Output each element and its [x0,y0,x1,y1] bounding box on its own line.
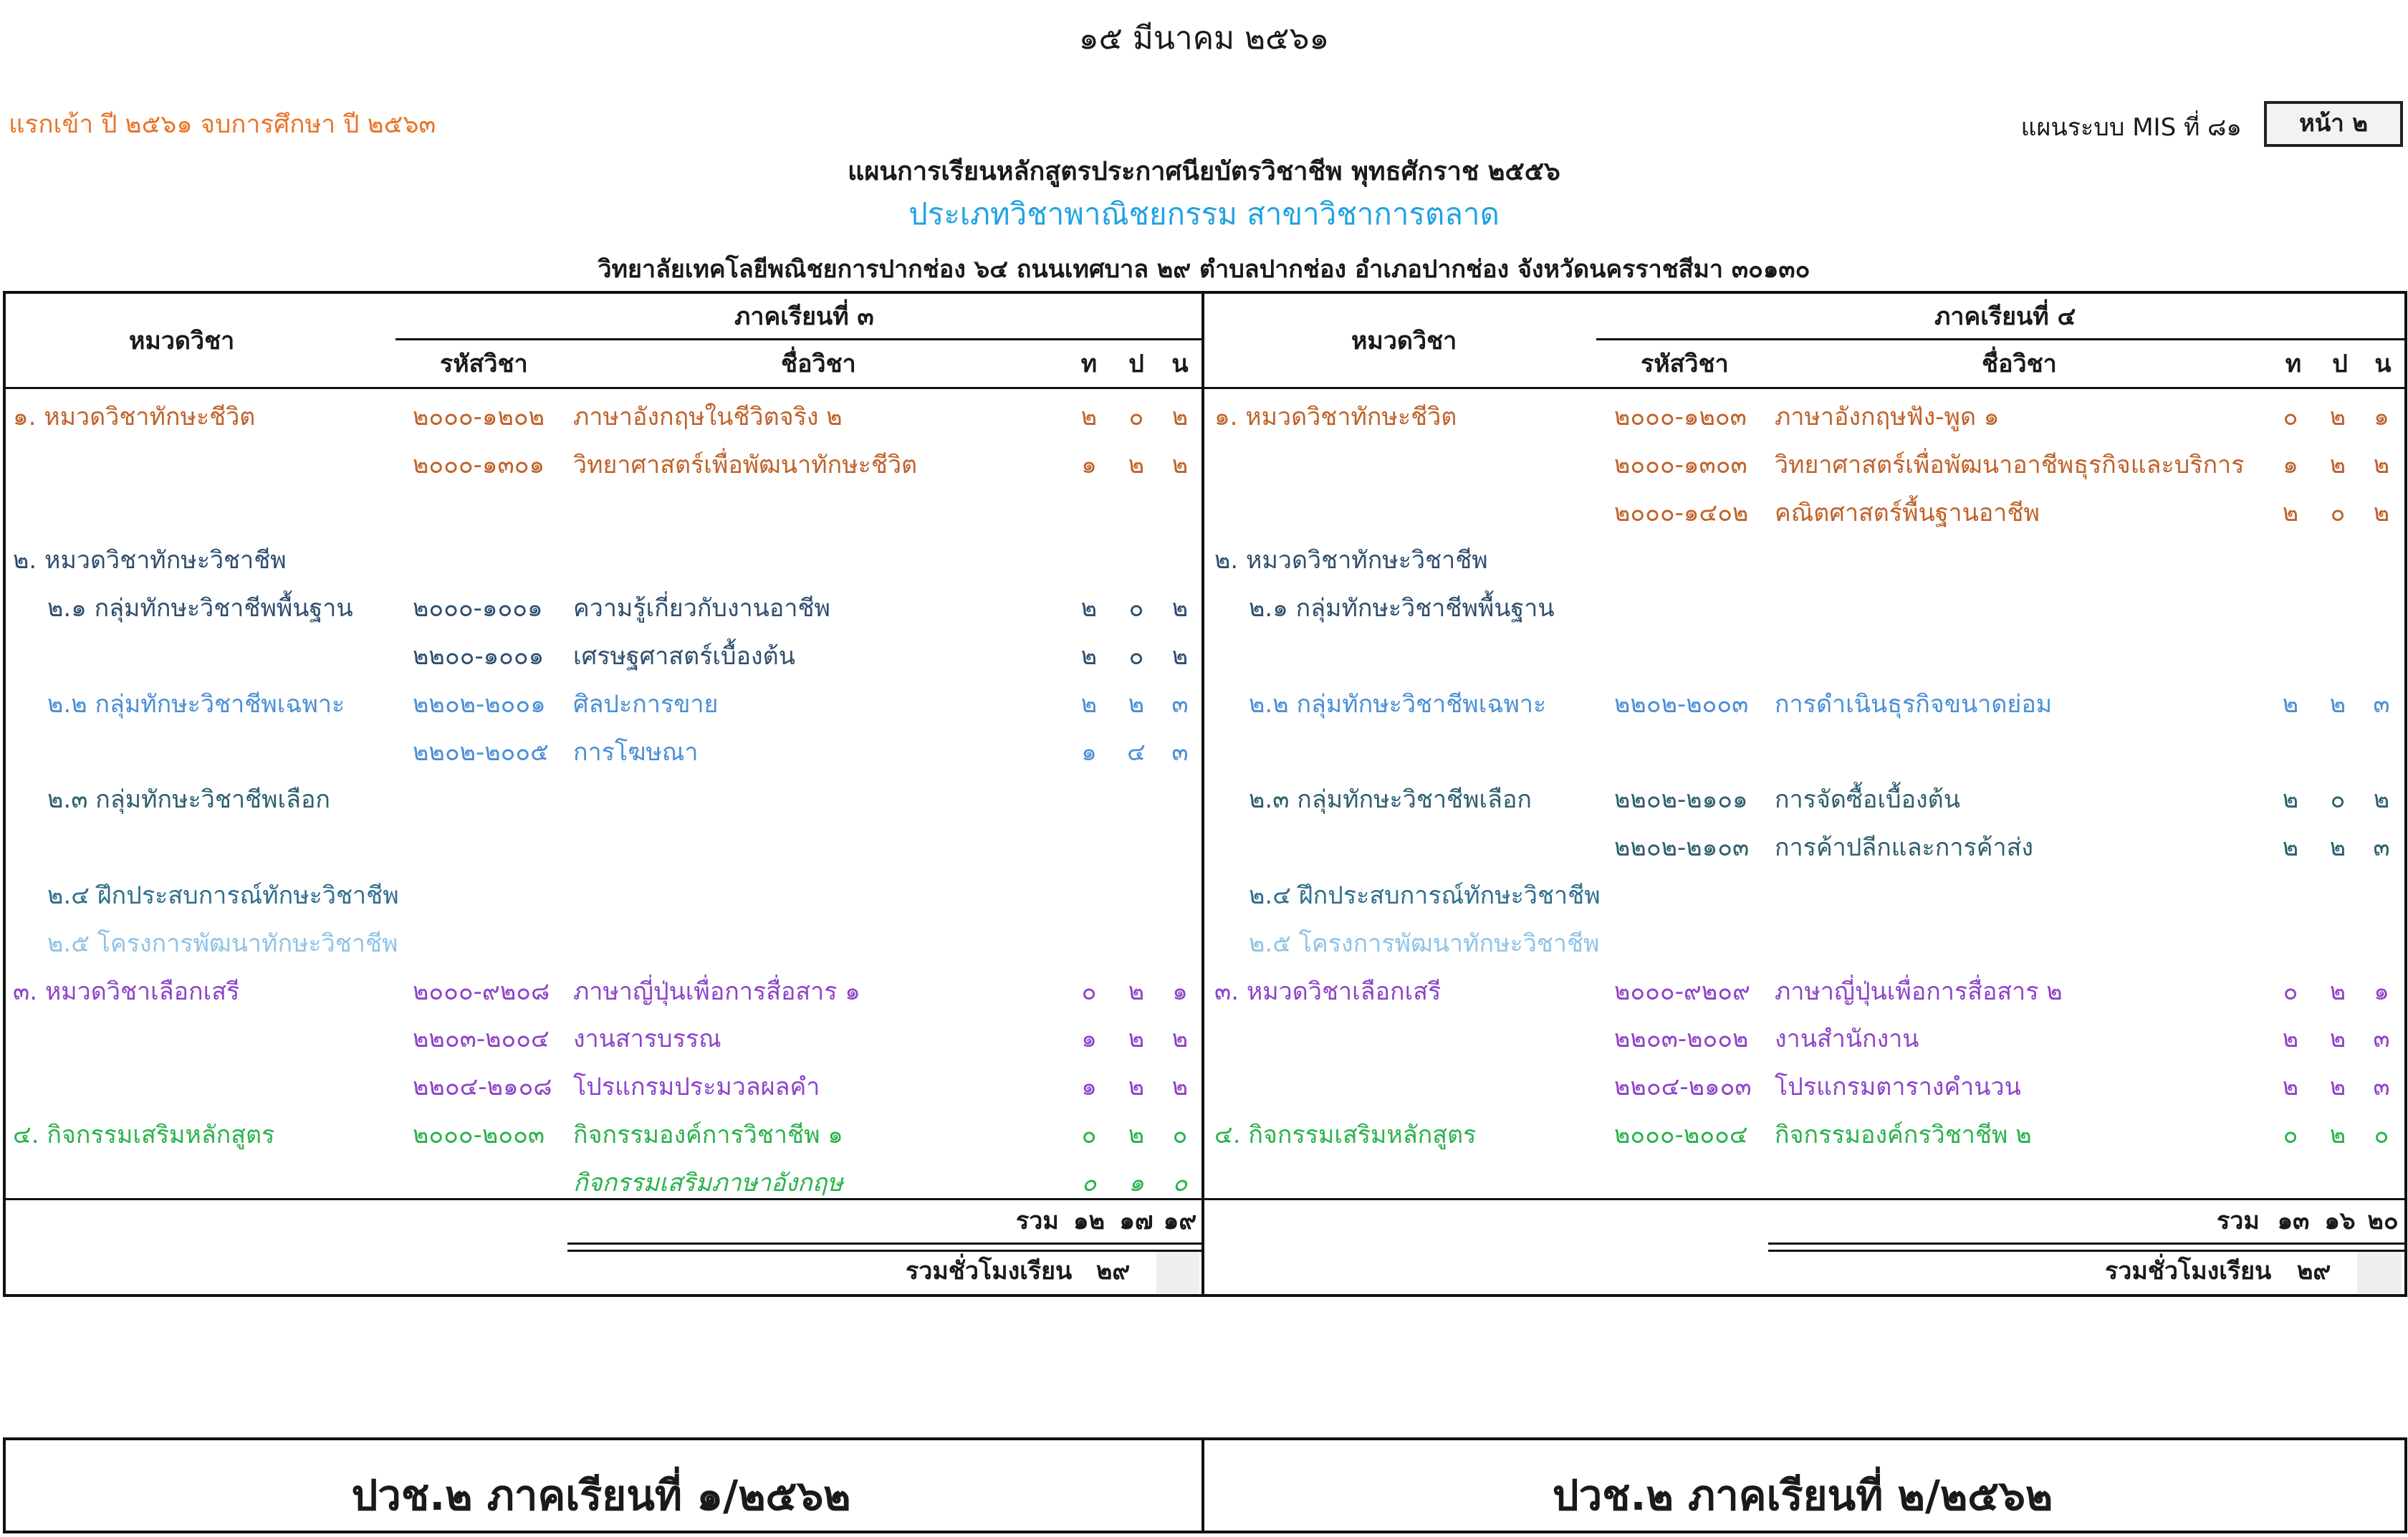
left-row-credits: ๐ [1172,1169,1188,1197]
left-row-theory-hours: ๑ [1081,1025,1097,1053]
left-row-credits: ๒ [1171,594,1189,623]
right-semester-header: ภาคเรียนที่ ๔ [1934,302,2076,331]
left-row-theory-hours: ๒ [1080,642,1098,671]
right-row-course-code: ๒๐๐๐-๒๐๐๔ [1614,1121,1748,1149]
right-row-course-code: ๒๐๐๐-๑๒๐๓ [1614,403,1747,431]
page-number-box: หน้า ๒ [2264,101,2403,147]
left-row-credits: ๒ [1171,642,1189,671]
left-n-header: น [1171,350,1189,378]
right-row-credits: ๐ [2374,1121,2389,1149]
right-row-theory-hours: ๒ [2282,785,2299,814]
left-row-credits: ๒ [1171,1025,1189,1053]
left-row-course-code: ๒๒๐๐-๑๐๐๑ [413,642,545,671]
right-row-credits: ๑ [2374,403,2389,431]
left-row-course-name: กิจกรรมเสริมภาษาอังกฤษ [573,1169,843,1197]
bottom-right-semester-label: ปวช.๒ ภาคเรียนที่ ๒/๒๕๖๒ [1552,1471,2053,1520]
right-t-header: ท [2285,350,2302,378]
left-total-n: ๑๙ [1163,1207,1197,1235]
left-name-header: ชื่อวิชา [781,350,856,378]
right-total-underline-1 [1768,1242,2404,1245]
left-row-practice-hours: ๐ [1128,642,1144,671]
left-row-practice-hours: ๐ [1128,594,1144,623]
right-row-group-cell: ๑. หมวดวิชาทักษะชีวิต [1214,403,1457,431]
right-row-credits: ๒ [2373,785,2390,814]
right-row-theory-hours: ๐ [2283,1121,2298,1149]
curriculum-table [3,291,2407,1297]
left-row-credits: ๒ [1171,451,1189,479]
left-row-course-code: ๒๐๐๐-๙๒๐๘ [413,977,550,1006]
left-hours-value: ๒๙ [1096,1257,1131,1285]
right-row-course-name: ภาษาญี่ปุ่นเพื่อการสื่อสาร ๒ [1775,977,2063,1006]
right-total-label: รวม [2217,1207,2260,1235]
right-hours-label: รวมชั่วโมงเรียน [2105,1257,2272,1285]
right-name-header: ชื่อวิชา [1982,350,2057,378]
right-row-theory-hours: ๐ [2283,403,2298,431]
right-row-theory-hours: ๒ [2282,833,2299,862]
left-total-t: ๑๒ [1073,1207,1105,1235]
left-row-practice-hours: ๑ [1128,1169,1144,1197]
left-row-course-name: วิทยาศาสตร์เพื่อพัฒนาทักษะชีวิต [573,451,918,479]
left-p-header: ป [1128,350,1144,378]
right-n-header: น [2374,350,2392,378]
right-row-theory-hours: ๒ [2282,690,2299,719]
left-t-header: ท [1080,350,1098,378]
left-row-practice-hours: ๒ [1128,1073,1145,1101]
right-row-credits: ๓ [2373,690,2390,719]
right-row-credits: ๓ [2373,1073,2390,1101]
left-group-header: หมวดวิชา [129,327,235,355]
left-row-practice-hours: ๒ [1128,690,1145,719]
left-row-group-cell: ๒.๑ กลุ่มทักษะวิชาชีพพื้นฐาน [47,594,353,623]
left-row-course-code: ๒๐๐๐-๑๒๐๒ [413,403,545,431]
left-row-course-name: ภาษาญี่ปุ่นเพื่อการสื่อสาร ๑ [573,977,860,1006]
document-date: ๑๕ มีนาคม ๒๕๖๑ [1078,20,1330,57]
right-row-theory-hours: ๒ [2282,1073,2299,1101]
right-row-theory-hours: ๐ [2283,977,2298,1006]
left-row-practice-hours: ๒ [1128,451,1145,479]
right-row-course-name: การดำเนินธุรกิจขนาดย่อม [1775,690,2053,719]
mis-plan-number: แผนระบบ MIS ที่ ๘๑ [2020,113,2242,142]
left-row-group-cell: ๒.๓ กลุ่มทักษะวิชาชีพเลือก [47,785,330,814]
left-row-course-code: ๒๐๐๐-๑๓๐๑ [413,451,545,479]
left-row-course-code: ๒๒๐๔-๒๑๐๘ [413,1073,552,1101]
right-row-theory-hours: ๒ [2282,499,2299,527]
right-row-course-name: คณิตศาสตร์พื้นฐานอาชีพ [1775,499,2040,527]
right-row-credits: ๓ [2373,1025,2390,1053]
left-row-practice-hours: ๔ [1127,738,1146,767]
right-row-theory-hours: ๑ [2283,451,2298,479]
left-row-course-code: ๒๒๐๒-๒๐๐๑ [413,690,546,719]
left-row-course-code: ๒๐๐๐-๒๐๐๓ [413,1121,545,1149]
right-row-group-cell: ๒. หมวดวิชาทักษะวิชาชีพ [1214,546,1488,575]
right-row-group-cell: ๒.๓ กลุ่มทักษะวิชาชีพเลือก [1249,785,1532,814]
right-row-group-cell: ๒.๑ กลุ่มทักษะวิชาชีพพื้นฐาน [1249,594,1555,623]
right-row-group-cell: ๓. หมวดวิชาเลือกเสรี [1214,977,1442,1006]
college-address: วิทยาลัยเทคโลยีพณิชยการปากช่อง ๖๔ ถนนเทศบาล ๒๙ ตำบลปากช่อง อำเภอปากช่อง จังหวัดนครราชสีมา ๓๐๑๓๐ [598,255,1810,284]
left-row-course-name: การโฆษณา [573,738,699,767]
left-row-practice-hours: ๒ [1128,1025,1145,1053]
right-row-course-code: ๒๒๐๒-๒๑๐๑ [1614,785,1748,814]
right-row-course-code: ๒๒๐๔-๒๑๐๓ [1614,1073,1752,1101]
right-row-practice-hours: ๒ [2329,833,2346,862]
left-row-theory-hours: ๑ [1081,451,1097,479]
right-code-header: รหัสวิชา [1641,350,1729,378]
right-row-course-name: โปรแกรมตารางคำนวน [1775,1073,2021,1101]
left-semester-header: ภาคเรียนที่ ๓ [734,302,874,331]
left-total-p: ๑๗ [1119,1207,1153,1235]
right-header-bottom [1204,387,2404,389]
right-row-course-code: ๒๒๐๒-๒๑๐๓ [1614,833,1750,862]
left-row-credits: ๐ [1172,1121,1188,1149]
left-row-practice-hours: ๒ [1128,977,1145,1006]
left-row-theory-hours: ๐ [1081,977,1097,1006]
right-row-theory-hours: ๒ [2282,1025,2299,1053]
left-hours-label: รวมชั่วโมงเรียน [906,1257,1073,1285]
right-p-header: ป [2332,350,2348,378]
right-row-practice-hours: ๒ [2329,977,2346,1006]
right-row-course-name: วิทยาศาสตร์เพื่อพัฒนาอาชีพธุรกิจและบริการ [1775,451,2245,479]
left-row-course-name: กิจกรรมองค์การวิชาชีพ ๑ [573,1121,843,1149]
left-row-credits: ๒ [1171,403,1189,431]
left-row-group-cell: ๑. หมวดวิชาทักษะชีวิต [13,403,256,431]
right-row-course-name: ภาษาอังกฤษฟัง-พูด ๑ [1775,403,2000,431]
right-row-course-name: งานสำนักงาน [1775,1025,1919,1053]
plan-title: แผนการเรียนหลักสูตรประกาศนียบัตรวิชาชีพ พุทธศักราช ๒๕๕๖ [848,157,1560,186]
left-row-group-cell: ๒. หมวดวิชาทักษะวิชาชีพ [13,546,287,575]
right-row-practice-hours: ๒ [2329,403,2346,431]
right-row-course-name: การค้าปลีกและการค้าส่ง [1775,833,2033,862]
right-row-course-code: ๒๒๐๓-๒๐๐๒ [1614,1025,1749,1053]
left-row-theory-hours: ๒ [1080,690,1098,719]
left-row-group-cell: ๔. กิจกรรมเสริมหลักสูตร [13,1121,275,1149]
center-divider [1201,291,1204,1297]
right-header-divider [1596,338,2404,340]
right-row-credits: ๒ [2373,451,2390,479]
left-hours-shade [1156,1252,1199,1293]
right-group-header: หมวดวิชา [1351,327,1457,355]
left-row-theory-hours: ๐ [1081,1169,1097,1197]
left-row-course-name: เศรษฐศาสตร์เบื้องต้น [573,642,795,671]
left-total-label: รวม [1016,1207,1059,1235]
left-row-group-cell: ๓. หมวดวิชาเลือกเสรี [13,977,240,1006]
right-row-practice-hours: ๒ [2329,1073,2346,1101]
program-subtitle: ประเภทวิชาพาณิชยกรรม สาขาวิชาการตลาด [908,196,1500,231]
right-row-credits: ๓ [2373,833,2390,862]
right-hours-value: ๒๙ [2297,1257,2331,1285]
right-row-practice-hours: ๒ [2329,1121,2346,1149]
left-row-course-name: ภาษาอังกฤษในชีวิตจริง ๒ [573,403,843,431]
right-total-n: ๒๐ [2367,1207,2399,1235]
right-row-course-code: ๒๐๐๐-๑๔๐๒ [1614,499,1749,527]
right-total-t: ๑๓ [2277,1207,2310,1235]
left-row-course-name: ศิลปะการขาย [573,690,719,719]
right-row-group-cell: ๒.๕ โครงการพัฒนาทักษะวิชาชีพ [1249,929,1600,958]
right-row-course-code: ๒๐๐๐-๙๒๐๙ [1614,977,1750,1006]
right-row-group-cell: ๒.๔ ฝึกประสบการณ์ทักษะวิชาชีพ [1249,881,1601,910]
left-row-course-name: โปรแกรมประมวลผลคำ [573,1073,820,1101]
left-row-theory-hours: ๐ [1081,1121,1097,1149]
right-row-course-code: ๒๒๐๒-๒๐๐๓ [1614,690,1749,719]
left-row-course-code: ๒๒๐๓-๒๐๐๔ [413,1025,550,1053]
right-row-group-cell: ๔. กิจกรรมเสริมหลักสูตร [1214,1121,1477,1149]
admission-year: แรกเข้า ปี ๒๕๖๑ จบการศึกษา ปี ๒๕๖๓ [9,110,436,139]
left-row-theory-hours: ๑ [1081,738,1097,767]
left-row-theory-hours: ๒ [1080,594,1098,623]
totals-divider [3,1198,2404,1200]
right-row-credits: ๑ [2374,977,2389,1006]
left-row-credits: ๒ [1171,1073,1189,1101]
left-row-practice-hours: ๒ [1128,1121,1145,1149]
left-row-credits: ๑ [1172,977,1188,1006]
right-row-practice-hours: ๒ [2329,1025,2346,1053]
right-hours-shade [2357,1252,2402,1293]
left-header-bottom [3,387,1201,389]
left-row-course-name: ความรู้เกี่ยวกับงานอาชีพ [573,594,830,623]
left-header-divider [395,338,1201,340]
right-row-practice-hours: ๐ [2330,785,2346,814]
right-row-course-name: กิจกรรมองค์กรวิชาชีพ ๒ [1775,1121,2032,1149]
left-row-course-code: ๒๒๐๒-๒๐๐๕ [413,738,549,767]
left-code-header: รหัสวิชา [440,350,528,378]
left-total-underline-1 [567,1242,1201,1245]
left-row-theory-hours: ๒ [1080,403,1098,431]
left-row-course-name: งานสารบรรณ [573,1025,721,1053]
right-row-practice-hours: ๒ [2329,451,2346,479]
left-row-group-cell: ๒.๕ โครงการพัฒนาทักษะวิชาชีพ [47,929,398,958]
right-row-course-name: การจัดซื้อเบื้องต้น [1775,785,1960,814]
left-row-group-cell: ๒.๒ กลุ่มทักษะวิชาชีพเฉพาะ [47,690,345,719]
left-row-group-cell: ๒.๔ ฝึกประสบการณ์ทักษะวิชาชีพ [47,881,399,910]
left-row-theory-hours: ๑ [1081,1073,1097,1101]
left-row-practice-hours: ๐ [1128,403,1144,431]
right-total-p: ๑๖ [2324,1207,2356,1235]
right-row-practice-hours: ๐ [2330,499,2346,527]
right-row-group-cell: ๒.๒ กลุ่มทักษะวิชาชีพเฉพาะ [1249,690,1547,719]
right-row-course-code: ๒๐๐๐-๑๓๐๓ [1614,451,1747,479]
right-row-practice-hours: ๒ [2329,690,2346,719]
left-row-course-code: ๒๐๐๐-๑๐๐๑ [413,594,543,623]
bottom-left-semester-label: ปวช.๒ ภาคเรียนที่ ๑/๒๕๖๒ [351,1471,851,1520]
left-row-credits: ๓ [1171,690,1189,719]
left-row-credits: ๓ [1171,738,1189,767]
right-row-credits: ๒ [2373,499,2390,527]
